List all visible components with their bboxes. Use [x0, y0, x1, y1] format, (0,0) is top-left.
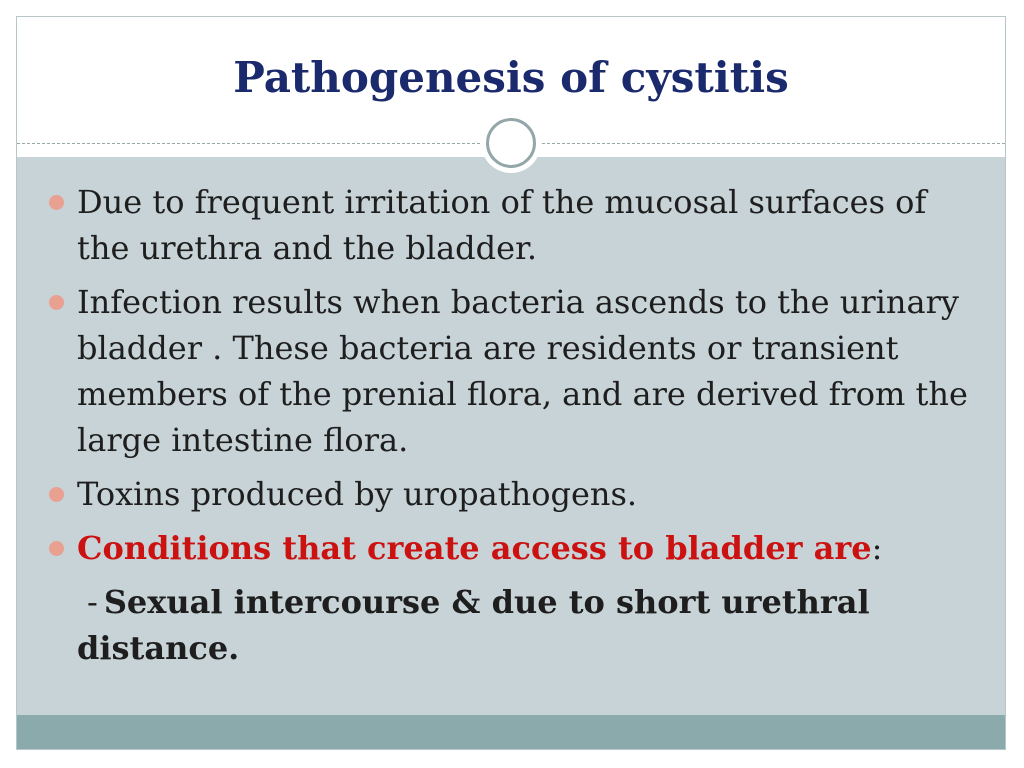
bullet-text: Infection results when bacteria ascends to the urinary bladder . These bacteria are residents or transient members of the prenial flora, and are derived from the large intestine flora. [77, 283, 968, 459]
bullet-dot-icon [49, 295, 64, 310]
bullet-item [47, 179, 977, 271]
bullet-text: Due to frequent irritation of the mucosal surfaces of the urethra and the bladder. [77, 183, 927, 267]
bullet-dot-icon [49, 541, 64, 556]
highlight-suffix: : [871, 529, 883, 567]
circle-ornament-icon [481, 113, 541, 173]
sub-item-dash: - [87, 583, 98, 621]
bullet-text: Toxins produced by uropathogens. [77, 475, 638, 513]
ornament-ring [486, 118, 536, 168]
bullet-item-highlight [47, 525, 977, 571]
slide-title: Pathogenesis of cystitis [233, 53, 789, 102]
sub-item [47, 579, 977, 671]
bullet-item [47, 279, 977, 463]
bullet-dot-icon [49, 195, 64, 210]
bullet-item [47, 471, 977, 517]
bullet-dot-icon [49, 487, 64, 502]
highlight-text: Conditions that create access to bladder are [77, 529, 872, 567]
slide [16, 16, 1006, 750]
footer-band [17, 715, 1005, 750]
sub-item-text: Sexual intercourse & due to short urethral distance. [77, 583, 870, 667]
bullet-list [47, 179, 977, 679]
